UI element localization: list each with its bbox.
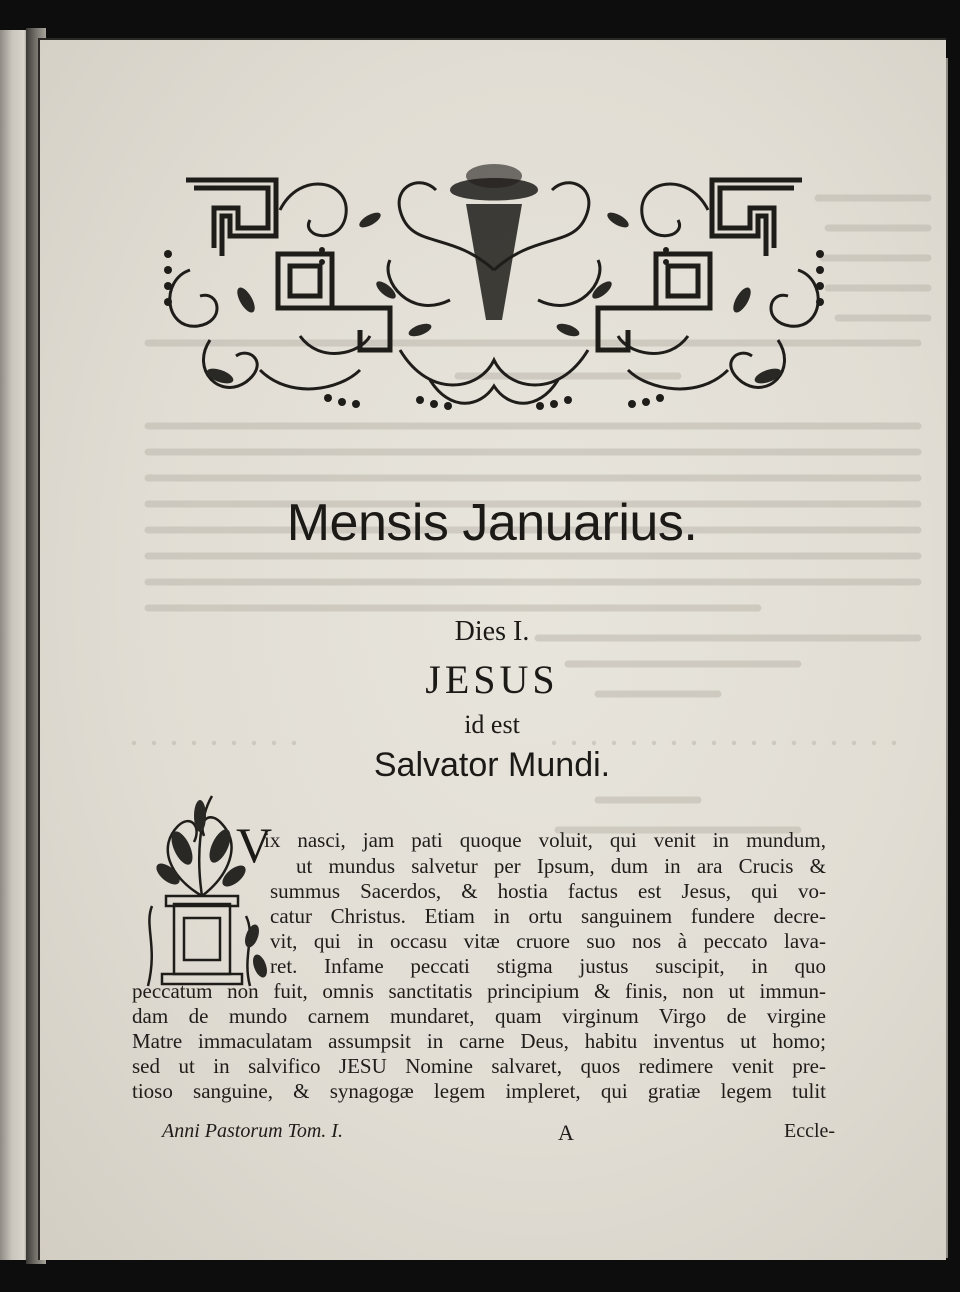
drop-cap-letter: V <box>236 817 273 873</box>
catchword: Eccle- <box>784 1120 836 1142</box>
month-title: Mensis Januarius. <box>286 494 698 552</box>
body-line-4: catur Christus. Etiam in ortu sanguinem fundere decre- <box>270 904 826 928</box>
headpiece-ornament <box>150 150 838 420</box>
body-line-5: vit, qui in occasu vitæ cruore suo nos à peccato lava- <box>270 929 826 953</box>
body-line-8: dam de mundo carnem mundaret, quam virginum Virgo de virgine <box>132 1004 826 1028</box>
body-line-11: tioso sanguine, & synagogæ legem impleret, qui gratiæ legem tulit <box>132 1079 826 1103</box>
feast-name: JESUS <box>425 657 559 702</box>
running-title: Anni Pastorum Tom. I. <box>162 1120 343 1142</box>
body-line-1: ix nasci, jam pati quoque voluit, qui venit in mundum, <box>264 828 826 852</box>
body-line-2: ut mundus salvetur per Ipsum, dum in ara Crucis & <box>296 854 826 878</box>
body-line-6: ret. Infame peccati stigma justus suscipit, in quo <box>270 954 826 978</box>
book-page <box>38 38 946 1260</box>
page-footer <box>38 1120 946 1148</box>
body-line-3: summus Sacerdos, & hostia factus est Jesus, qui vo- <box>270 879 826 903</box>
body-line-9: Matre immaculatam assumpsit in carne Deus, habitu inventus ut homo; <box>132 1029 826 1053</box>
day-heading: Dies I. <box>454 616 530 647</box>
body-line-10: sed ut in salvifico JESU Nomine salvaret, quos redimere venit pre- <box>132 1054 826 1078</box>
connector-text: id est <box>464 710 520 739</box>
feast-epithet: Salvator Mundi. <box>373 746 611 784</box>
body-line-7: peccatum non fuit, omnis sanctitatis principium & finis, non ut immun- <box>132 979 826 1003</box>
signature-mark: A <box>558 1120 574 1145</box>
